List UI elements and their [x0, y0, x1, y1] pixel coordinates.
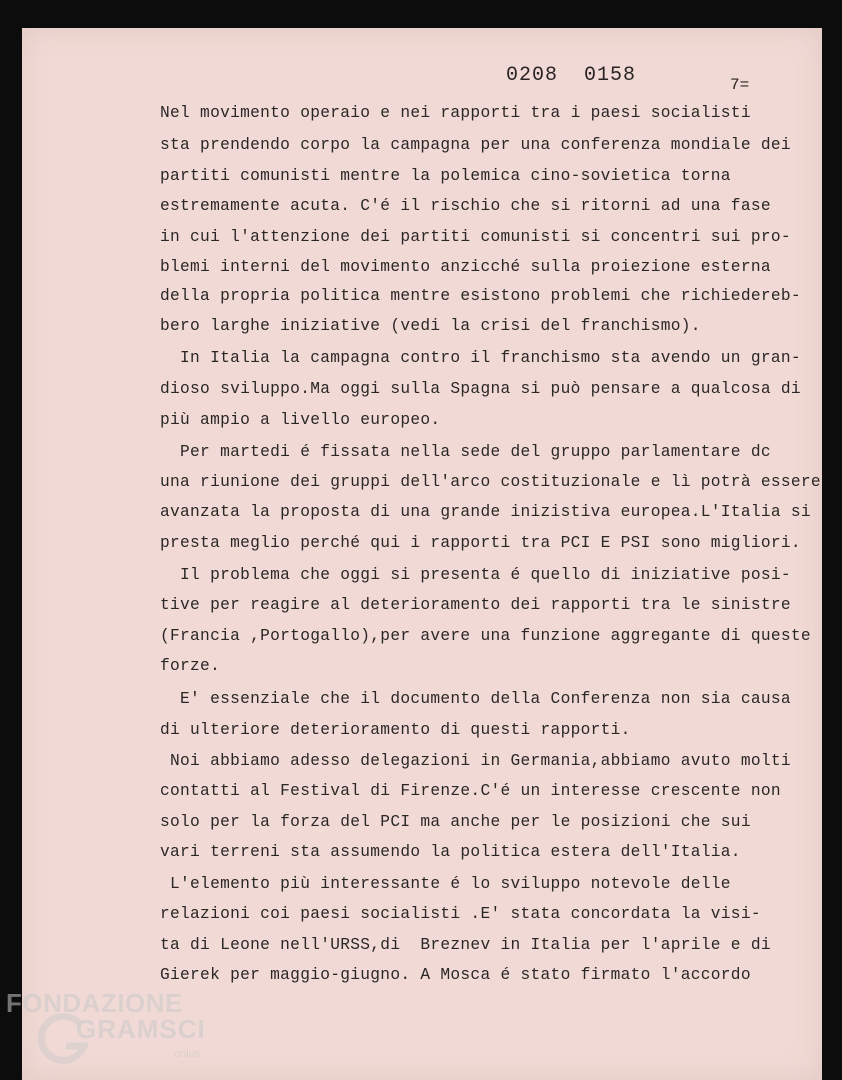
text-line: (Francia ,Portogallo),per avere una funzione aggregante di queste: [160, 627, 811, 645]
text-line: più ampio a livello europeo.: [160, 411, 441, 429]
watermark-line2: GRAMSCI: [76, 1014, 206, 1044]
text-line: solo per la forza del PCI ma anche per le posizioni che sui: [160, 813, 751, 831]
text-line: Gierek per maggio-giugno. A Mosca é stato firmato l'accordo: [160, 966, 751, 984]
text-line: forze.: [160, 657, 221, 675]
text-line: presta meglio perché qui i rapporti tra PCI E PSI sono migliori.: [160, 534, 801, 552]
text-line: partiti comunisti mentre la polemica cino-sovietica torna: [160, 167, 731, 185]
text-line: in cui l'attenzione dei partiti comunisti si concentri sui pro-: [160, 228, 791, 246]
archive-code: 0208 0158: [506, 64, 637, 87]
text-line: Per martedi é fissata nella sede del gruppo parlamentare dc: [160, 443, 771, 461]
text-line: E' essenziale che il documento della Conferenza non sia causa: [160, 690, 791, 708]
text-line: In Italia la campagna contro il franchismo sta avendo un gran-: [160, 349, 801, 367]
text-line: tive per reagire al deterioramento dei rapporti tra le sinistre: [160, 596, 791, 614]
text-line: sta prendendo corpo la campagna per una conferenza mondiale dei: [160, 136, 791, 154]
text-line: una riunione dei gruppi dell'arco costituzionale e lì potrà essere: [160, 473, 821, 491]
watermark-onlus: onlus: [174, 1048, 201, 1060]
text-line: Noi abbiamo adesso delegazioni in Germania,abbiamo avuto molti: [160, 752, 791, 770]
text-line: relazioni coi paesi socialisti .E' stata concordata la visi-: [160, 905, 761, 923]
watermark-line1: FONDAZIONE: [6, 988, 183, 1018]
text-line: vari terreni sta assumendo la politica estera dell'Italia.: [160, 843, 741, 861]
text-line: Il problema che oggi si presenta é quello di iniziative posi-: [160, 566, 791, 584]
text-line: estremamente acuta. C'é il rischio che si ritorni ad una fase: [160, 197, 771, 215]
page-number: 7=: [730, 76, 750, 94]
text-line: avanzata la proposta di una grande inizistiva europea.L'Italia si: [160, 503, 811, 521]
fondazione-gramsci-watermark: [6, 988, 216, 1068]
text-line: blemi interni del movimento anzicché sulla proiezione esterna: [160, 258, 771, 276]
text-line: contatti al Festival di Firenze.C'é un interesse crescente non: [160, 782, 781, 800]
text-line: Nel movimento operaio e nei rapporti tra i paesi socialisti: [160, 104, 751, 122]
text-line: dioso sviluppo.Ma oggi sulla Spagna si può pensare a qualcosa di: [160, 380, 801, 398]
text-line: della propria politica mentre esistono problemi che richiedereb-: [160, 287, 801, 305]
typewritten-page: [22, 28, 822, 1080]
text-line: ta di Leone nell'URSS,di Breznev in Italia per l'aprile e di: [160, 936, 771, 954]
text-line: L'elemento più interessante é lo sviluppo notevole delle: [160, 875, 731, 893]
text-line: di ulteriore deterioramento di questi rapporti.: [160, 721, 631, 739]
text-line: bero larghe iniziative (vedi la crisi del franchismo).: [160, 317, 701, 335]
